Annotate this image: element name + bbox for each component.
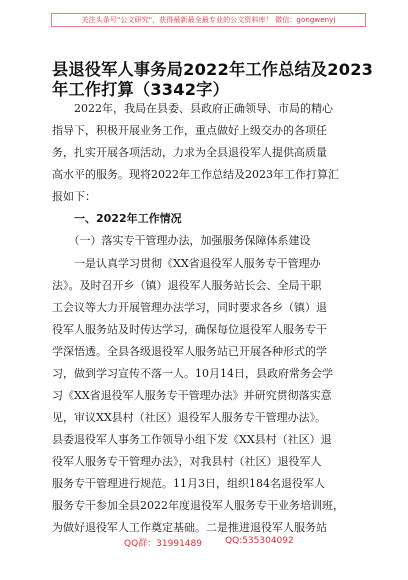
footer-qq: QQ:535304092 <box>225 536 294 546</box>
body-line-5: 报如下： <box>52 190 96 203</box>
body-line-13: 习，做到学习宣传不落一人。10月14日，县政府常务会学 <box>52 367 333 380</box>
body-line-2: 指导下，积极开展业务工作，重点做好上级交办的各项任 <box>52 124 327 137</box>
body-line-12: 学深悟透。全县各级退役军人服务站已开展各种形式的学 <box>52 345 327 358</box>
document-title-line-1: 县退役军人事务局2022年工作总结及2023 <box>52 60 374 79</box>
body-line-17: 役军人服务专干管理办法》，对我县村（社区）退役军人 <box>52 455 322 468</box>
body-line-9: 法》。及时召开乡（镇）退役军人服务站长会、全局干职 <box>52 279 322 292</box>
header-banner <box>51 13 366 27</box>
body-line-16: 县委退役军人事务工作领导小组下发《XX县村（社区）退 <box>52 433 332 446</box>
body-line-14: 习《XX省退役军人服务专干管理办法》并研究贯彻落实意 <box>52 389 332 402</box>
body-line-15: 见，审议XX县村（社区）退役军人服务专干管理办法》。 <box>52 411 327 424</box>
document-title-line-2: 年工作打算（3342字） <box>52 80 229 99</box>
body-line-19: 服务专干参加全县2022年度退役军人服务专干业务培训班， <box>52 499 344 512</box>
body-line-1: 2022年，我局在县委、县政府正确领导、市局的精心 <box>52 102 333 115</box>
subsection-heading: （一）落实专干管理办法，加强服务保障体系建设 <box>52 234 311 247</box>
body-line-8: 一是认真学习贯彻《XX省退役军人服务专干管理办 <box>52 257 321 270</box>
body-line-18: 服务专干管理进行规范。11月3日，组织184名退役军人 <box>52 477 325 490</box>
section-heading: 一、2022年工作情况 <box>52 212 182 225</box>
body-line-3: 务，扎实开展各项活动，力求为全县退役军人提供高质量 <box>52 146 327 159</box>
body-line-10: 工会议等大力开展管理办法学习，同时要求各乡（镇）退 <box>52 301 327 314</box>
footer <box>0 536 408 550</box>
footer-qq-group: QQ群：31991489 <box>124 539 202 549</box>
body-line-4: 高水平的服务。现将2022年工作总结及2023年工作打算汇 <box>52 168 339 181</box>
header-banner-text: 关注头条号"公文研究"，获得最新最全最专业的公文资料库！ 微信：gongwenyj <box>81 16 336 24</box>
body-line-11: 役军人服务站及时传达学习，确保每位退役军人服务专干 <box>52 323 327 336</box>
body-line-20: 为做好退役军人工作奠定基础。二是推进退役军人服务站 <box>52 521 327 534</box>
